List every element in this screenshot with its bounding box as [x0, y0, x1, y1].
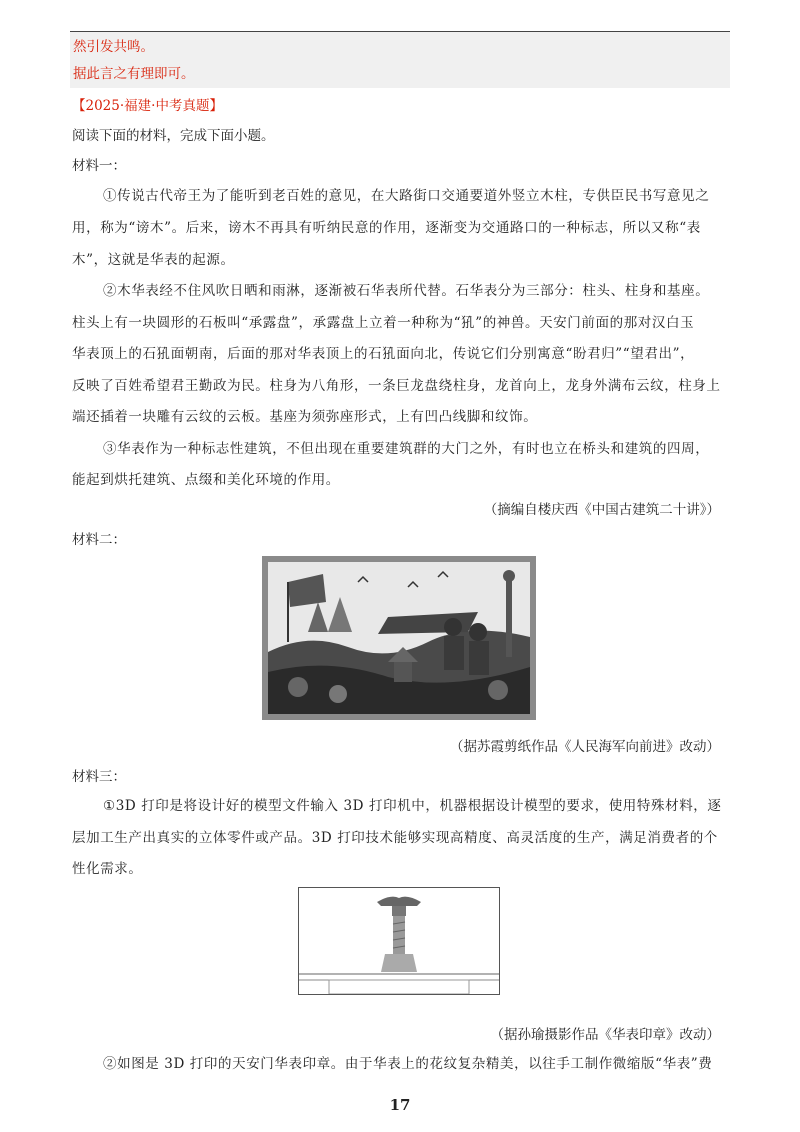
instruction: 阅读下面的材料，完成下面小题。	[72, 128, 275, 144]
material3-heading: 材料三：	[72, 769, 126, 785]
material3-line: 层加工生产出真实的立体零件或产品。3D 打印技术能够实现高精度、高灵活度的生产，满足消费者的个	[72, 830, 718, 846]
material1-line: 端还插着一块雕有云纹的云板。基座为须弥座形式，上有凹凸线脚和纹饰。	[72, 409, 538, 425]
material2-caption: （据苏霞剪纸作品《人民海军向前进》改动）	[450, 739, 720, 755]
answer-line-2: 据此言之有理即可。	[73, 66, 195, 82]
huabiao-seal-image	[298, 887, 500, 995]
material1-line: ③华表作为一种标志性建筑，不但出现在重要建筑群的大门之外，有时也立在桥头和建筑的四周，	[103, 441, 710, 457]
material3-line: ①3D 打印是将设计好的模型文件输入 3D 打印机中，机器根据设计模型的要求，使用特殊材料，逐	[103, 798, 722, 814]
question-tag: 【2025·福建·中考真题】	[72, 98, 223, 114]
material3-caption: （据孙瑜摄影作品《华表印章》改动）	[490, 1027, 720, 1043]
papercut-image	[262, 556, 536, 720]
material1-source: （摘编自楼庆西《中国古建筑二十讲》）	[483, 502, 720, 518]
material1-line: 反映了百姓希望君王勤政为民。柱身为八角形，一条巨龙盘绕柱身，龙首向上，龙身外满布云纹，柱身上	[72, 378, 721, 394]
answer-line-1: 然引发共鸣。	[73, 39, 154, 55]
material3-line: 性化需求。	[72, 861, 143, 877]
material1-line: 柱头上有一块圆形的石板叫“承露盘”，承露盘上立着一种称为“犼”的神兽。天安门前面的那对汉白玉	[72, 315, 695, 331]
material1-heading: 材料一：	[72, 158, 126, 174]
material1-line: 华表顶上的石犼面朝南，后面的那对华表顶上的石犼面向北，传说它们分别寓意“盼君归”“望君出”，	[72, 346, 695, 362]
page-number: 17	[389, 1096, 411, 1114]
material1-line: 木”，这就是华表的起源。	[72, 252, 235, 268]
material1-line: 能起到烘托建筑、点缀和美化环境的作用。	[72, 472, 340, 488]
material2-heading: 材料二：	[72, 532, 126, 548]
material1-line: ②木华表经不住风吹日晒和雨淋，逐渐被石华表所代替。石华表分为三部分：柱头、柱身和基座。	[103, 283, 710, 299]
material3-last-line: ②如图是 3D 打印的天安门华表印章。由于华表上的花纹复杂精美，以往手工制作微缩版“华表”费	[103, 1056, 713, 1072]
material1-line: ①传说古代帝王为了能听到老百姓的意见，在大路街口交通要道外竖立木柱，专供臣民书写意见之	[103, 188, 710, 204]
material1-line: 用，称为“谤木”。后来，谤木不再具有听纳民意的作用，逐渐变为交通路口的一种标志，所以又称“表	[72, 220, 701, 236]
